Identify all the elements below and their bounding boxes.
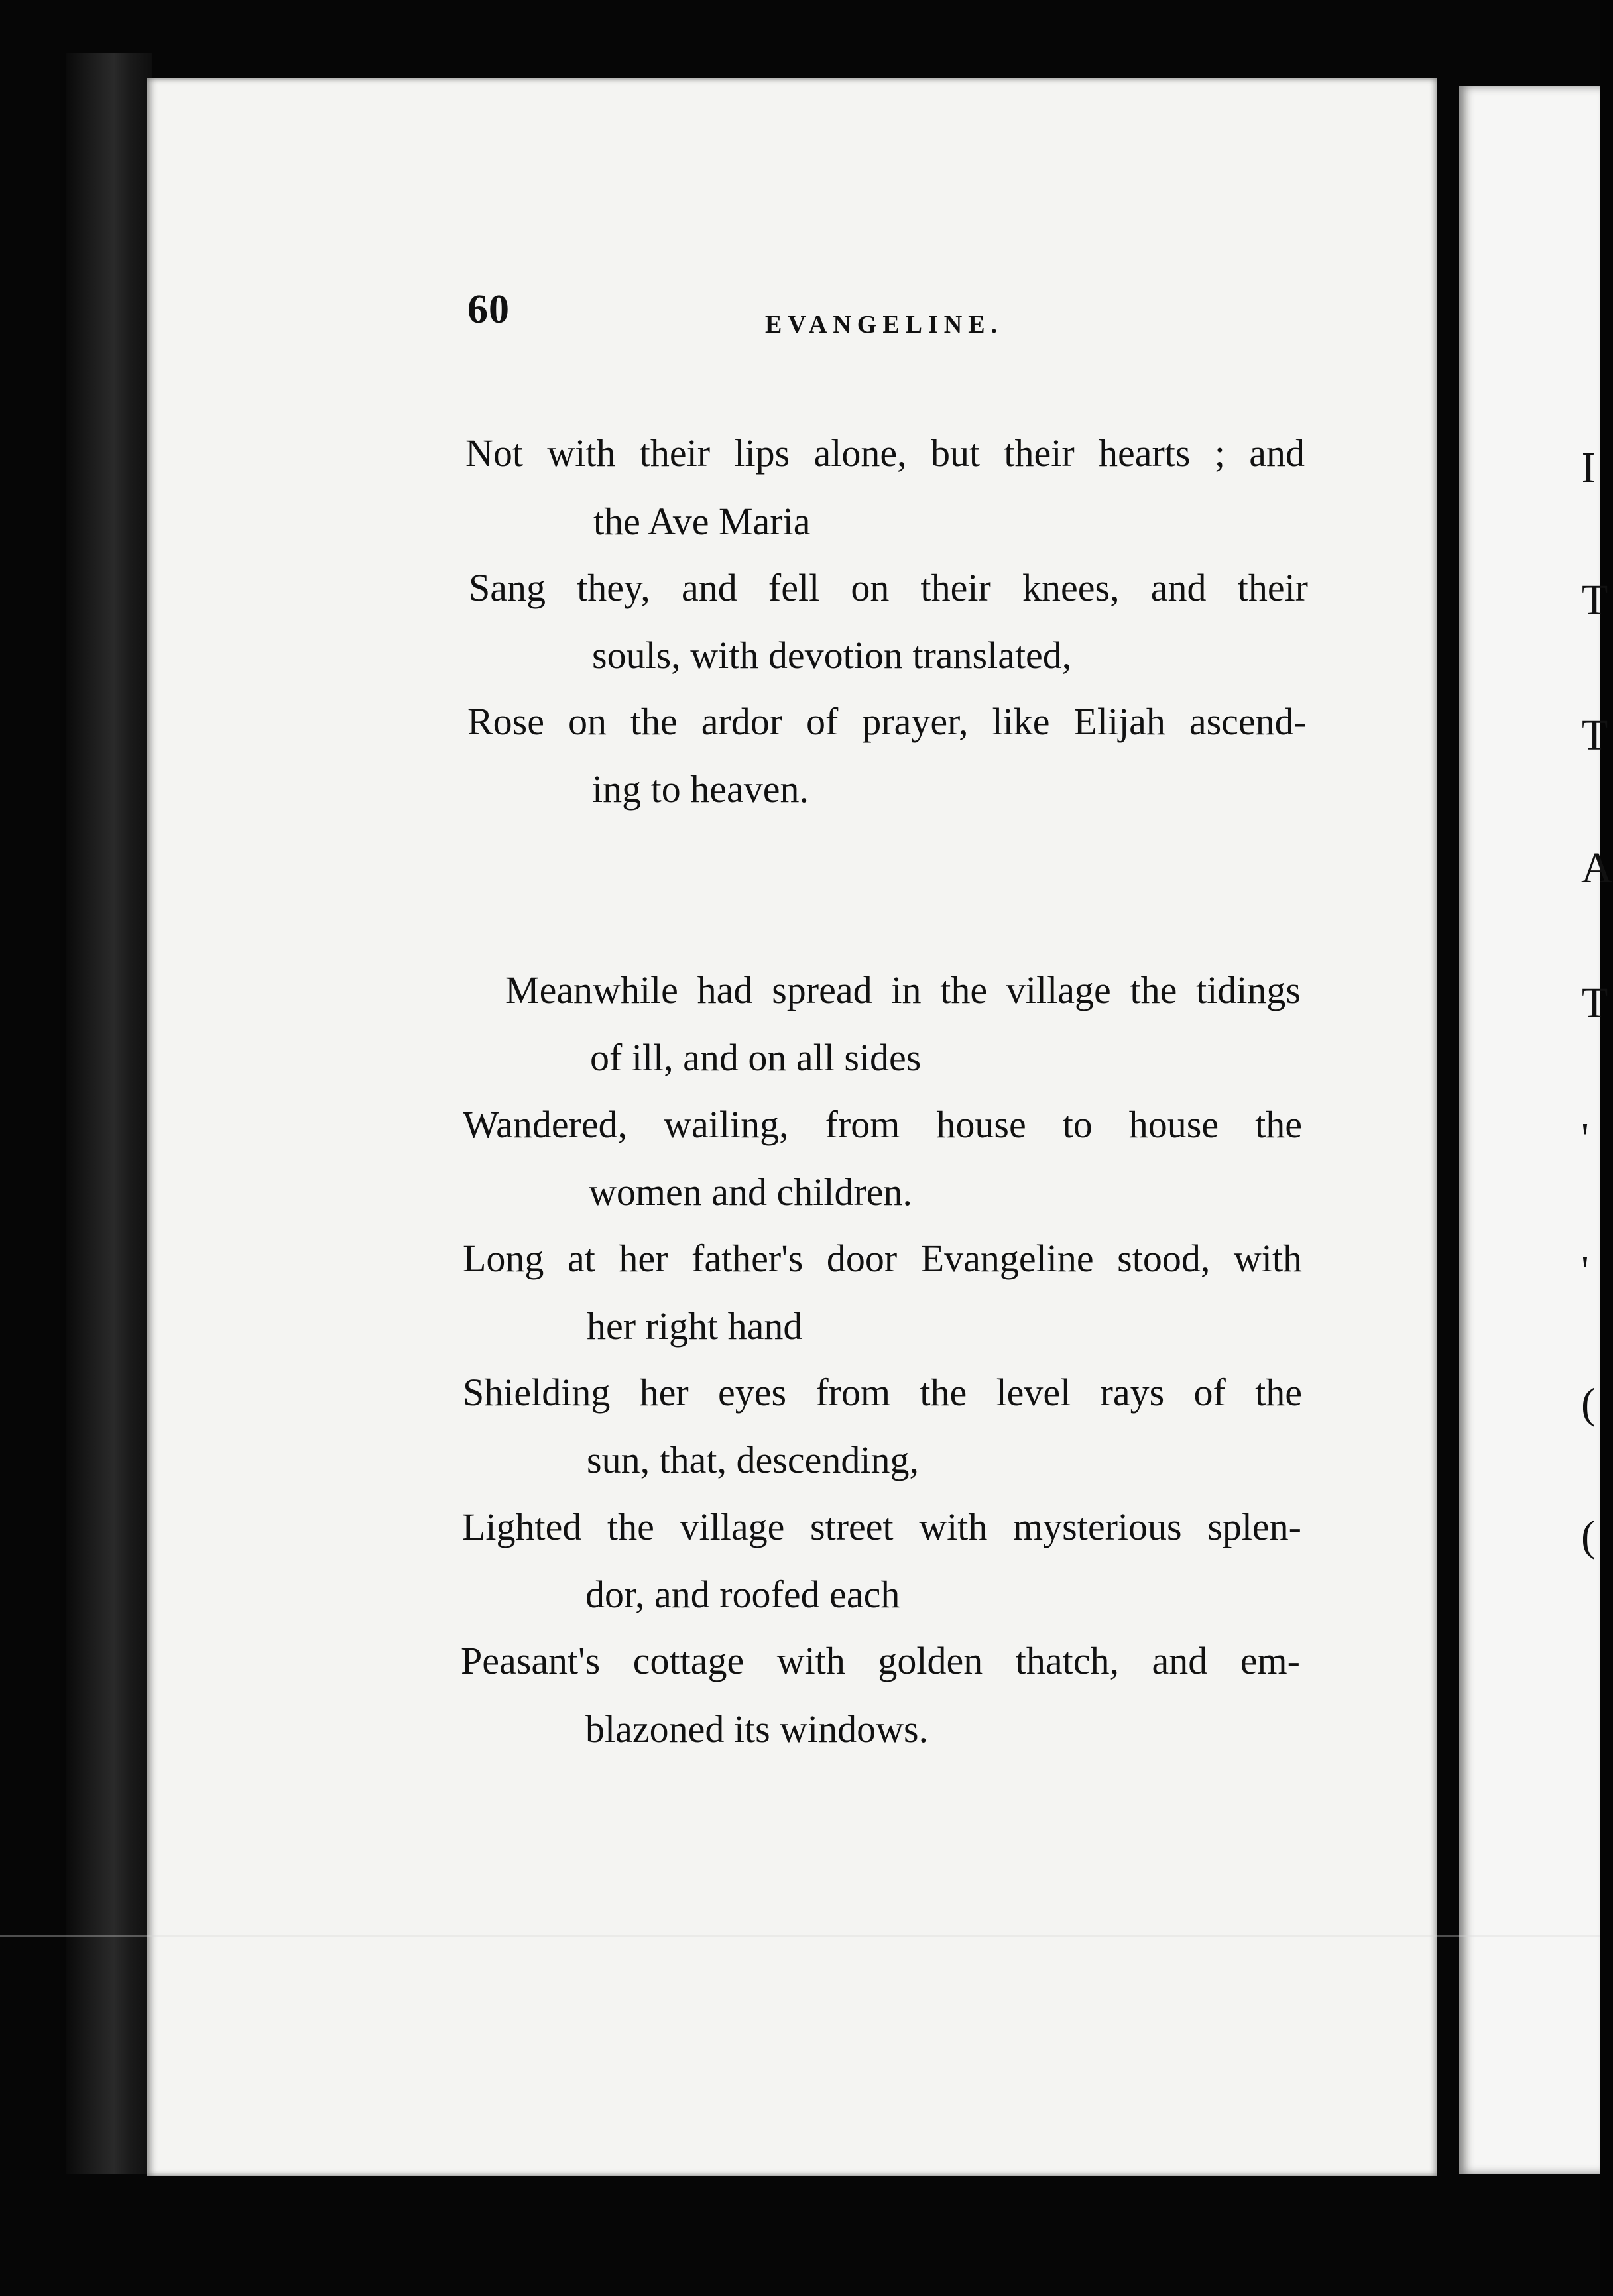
verse-line: Long at her father's door Evangeline stood, with — [463, 1237, 1302, 1280]
verse-line: Lighted the village street with mysterious splen- — [462, 1505, 1301, 1548]
verse-line-continuation: dor, and roofed each — [585, 1573, 900, 1616]
facing-page — [1459, 86, 1600, 2174]
verse-line: Peasant's cottage with golden thatch, and em- — [461, 1639, 1300, 1682]
verse-line: Rose on the ardor of prayer, like Elijah ascend- — [467, 700, 1307, 743]
verse-line-continuation: sun, that, descending, — [587, 1438, 919, 1481]
verse-line-continuation: ing to heaven. — [592, 768, 809, 811]
facing-page-letter: T — [1581, 576, 1608, 624]
scan-artifact-line — [0, 1935, 1600, 1937]
running-title: EVANGELINE. — [765, 311, 1004, 339]
verse-line: Wandered, wailing, from house to house the — [463, 1103, 1302, 1146]
facing-page-letter: ( — [1581, 1379, 1596, 1428]
verse-line-continuation: the Ave Maria — [593, 500, 811, 543]
facing-page-letter: A — [1581, 844, 1613, 892]
verse-line-indented: Meanwhile had spread in the village the tidings — [505, 968, 1301, 1011]
facing-page-letter: ' — [1581, 1114, 1589, 1163]
verse-line-continuation: blazoned its windows. — [585, 1707, 929, 1751]
verse-line-continuation: souls, with devotion translated, — [592, 634, 1072, 677]
facing-page-letter: I — [1581, 443, 1596, 492]
verse-line: Not with their lips alone, but their hearts ; and — [465, 431, 1305, 475]
verse-line-continuation: her right hand — [587, 1304, 803, 1348]
verse-line: Sang they, and fell on their knees, and their — [469, 566, 1308, 609]
facing-page-letter: T — [1581, 979, 1608, 1027]
page-number: 60 — [467, 287, 510, 332]
verse-line-continuation: women and children. — [589, 1171, 913, 1214]
facing-page-letter: ' — [1581, 1247, 1589, 1295]
book-binding-edge — [66, 53, 152, 2174]
verse-line: Shielding her eyes from the level rays of the — [463, 1371, 1302, 1414]
facing-page-letter: ( — [1581, 1512, 1596, 1560]
verse-line-continuation: of ill, and on all sides — [590, 1036, 922, 1079]
facing-page-letter: T — [1581, 711, 1608, 760]
